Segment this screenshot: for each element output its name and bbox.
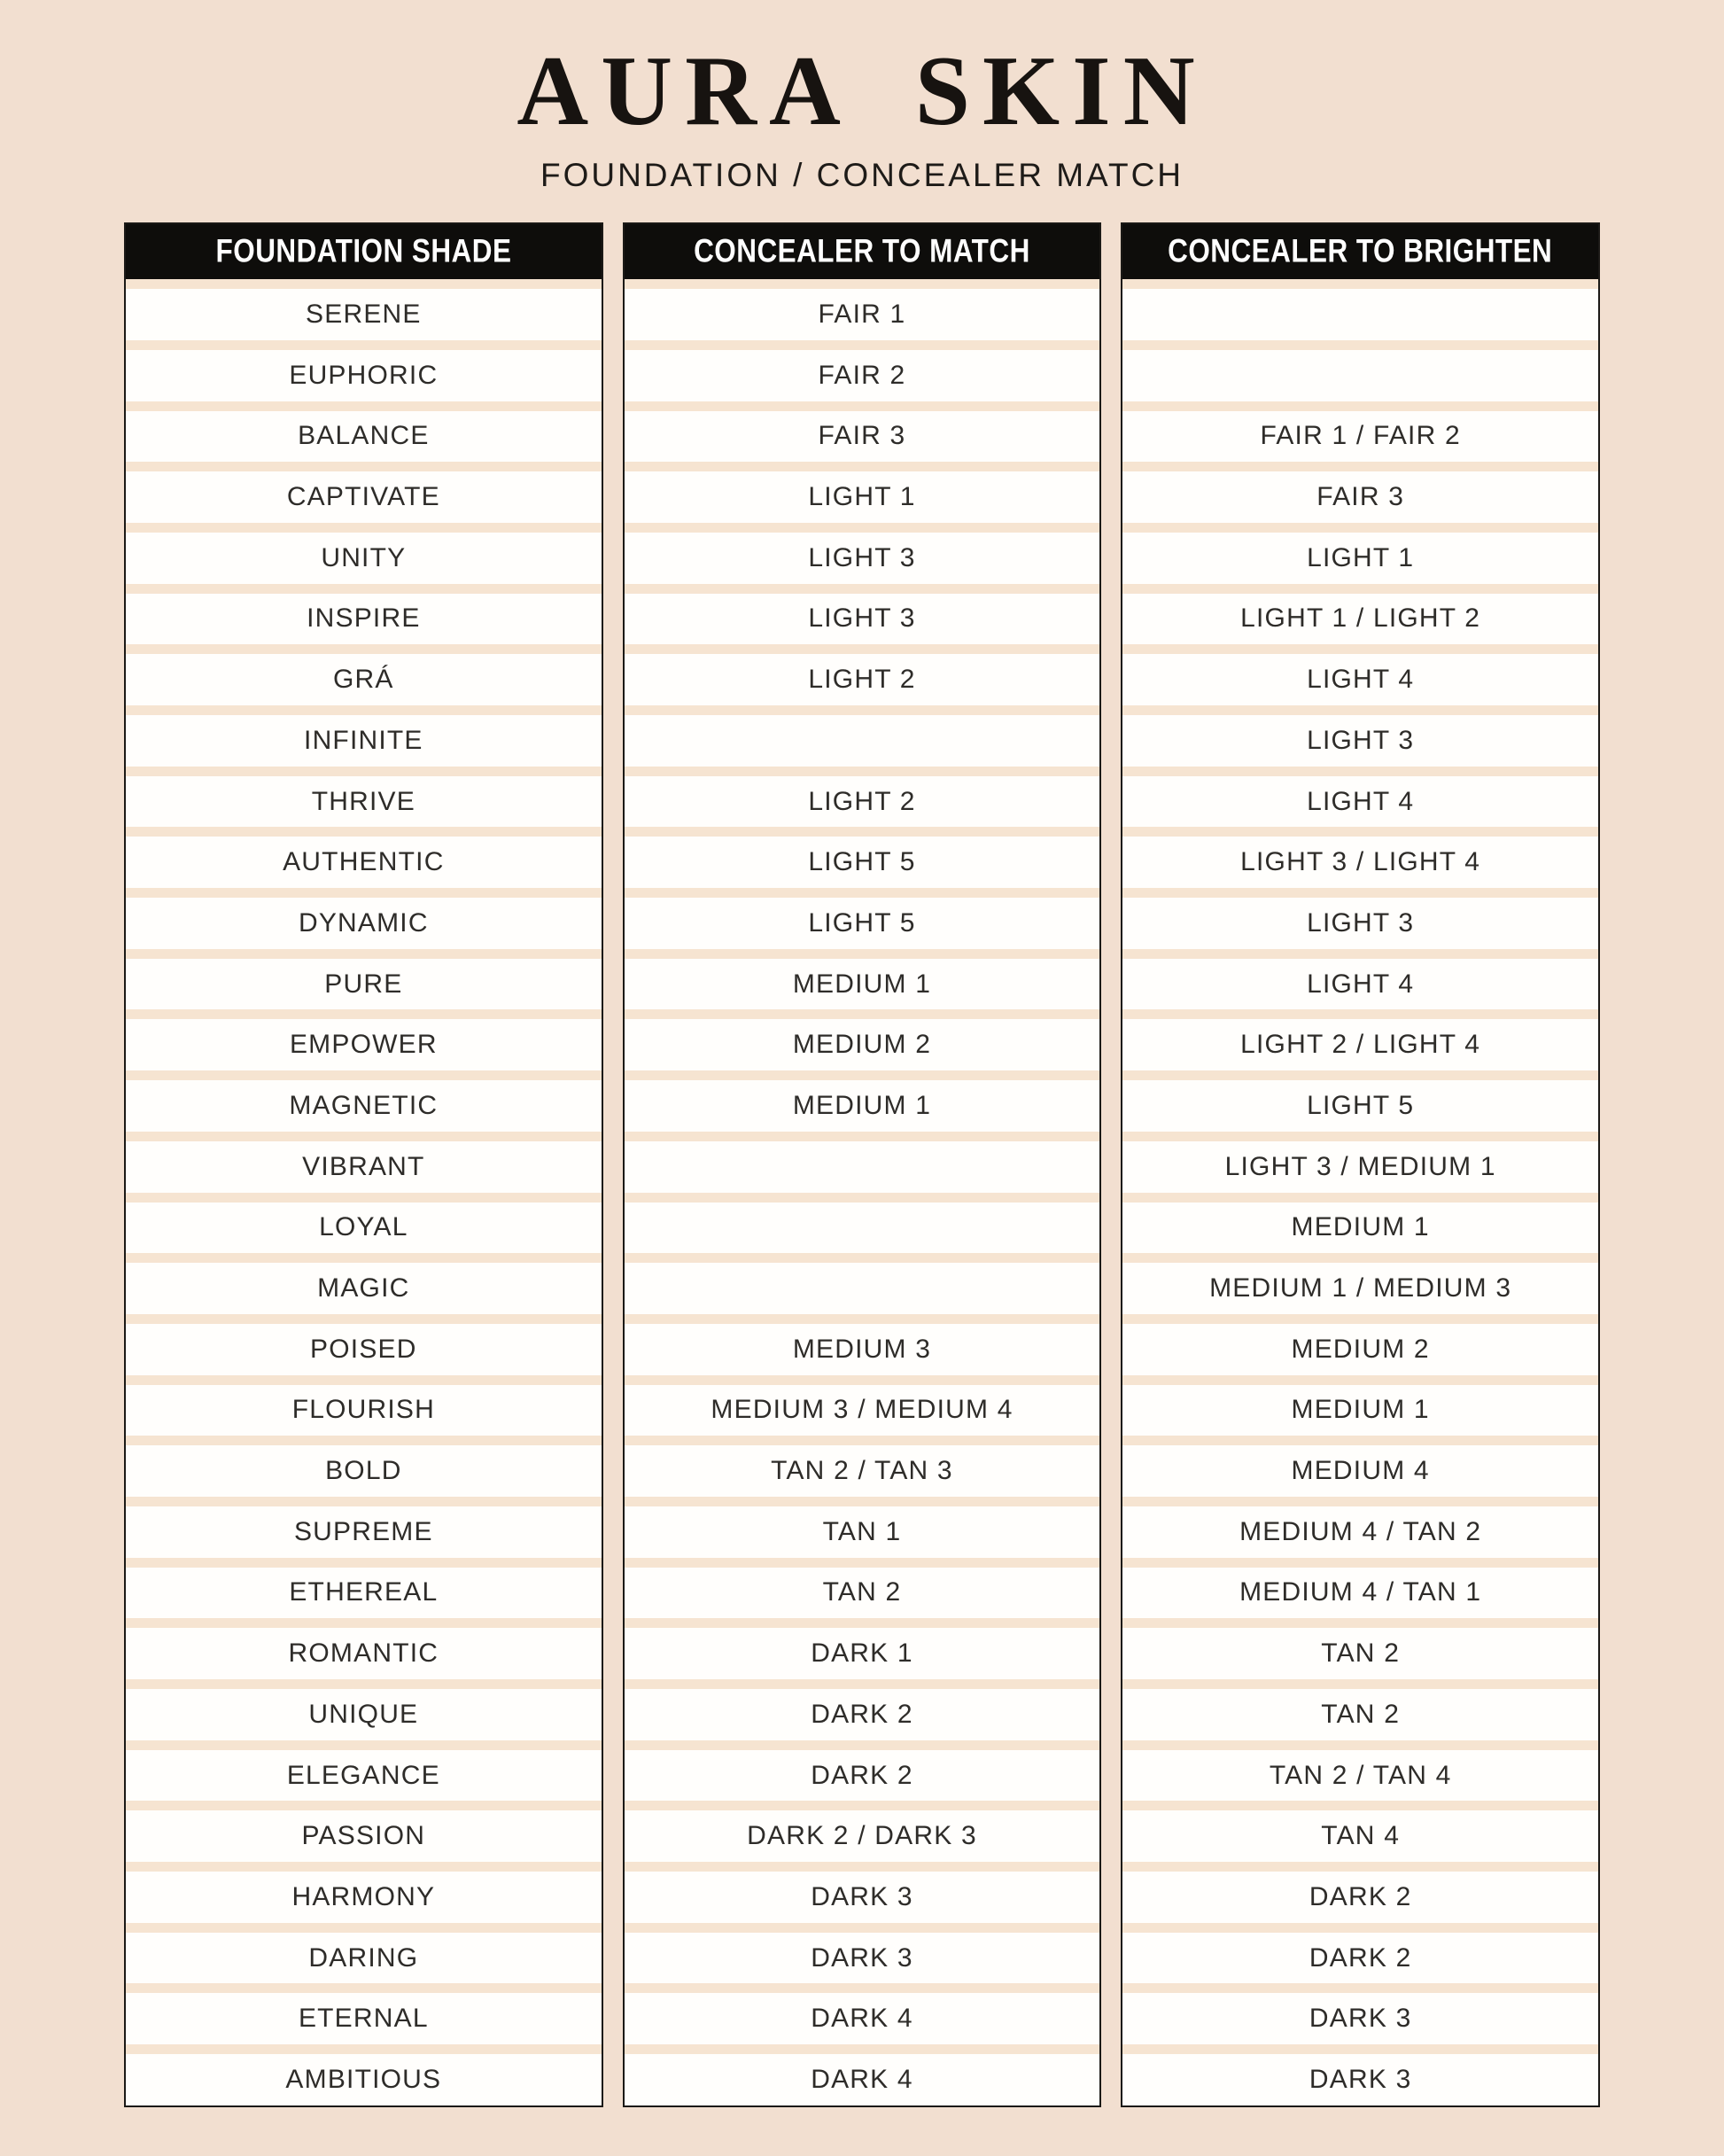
cell-shade: GRÁ [126, 654, 602, 705]
cell-shade: DYNAMIC [126, 898, 602, 949]
cell-brighten: LIGHT 5 [1122, 1080, 1598, 1132]
cell-brighten-empty [1122, 350, 1598, 401]
cell-brighten: TAN 2 / TAN 4 [1122, 1750, 1598, 1802]
cell-shade: BOLD [126, 1445, 602, 1497]
cell-brighten: MEDIUM 1 [1122, 1203, 1598, 1254]
page-subtitle: FOUNDATION / CONCEALER MATCH [540, 157, 1184, 194]
cell-shade: PASSION [126, 1810, 602, 1862]
cell-brighten: TAN 4 [1122, 1810, 1598, 1862]
cell-brighten: MEDIUM 4 [1122, 1445, 1598, 1497]
cell-brighten: LIGHT 3 / MEDIUM 1 [1122, 1141, 1598, 1193]
cell-brighten: MEDIUM 4 / TAN 2 [1122, 1506, 1598, 1558]
brand-title: AURA SKIN [516, 36, 1208, 146]
cell-shade: SUPREME [126, 1506, 602, 1558]
cell-brighten: FAIR 3 [1122, 471, 1598, 523]
cell-match: FAIR 1 [625, 289, 1100, 340]
cell-brighten: TAN 2 [1122, 1689, 1598, 1740]
cell-brighten: MEDIUM 4 / TAN 1 [1122, 1568, 1598, 1619]
cell-brighten: LIGHT 3 [1122, 715, 1598, 767]
cell-match-empty [625, 715, 1100, 767]
cell-shade: MAGIC [126, 1263, 602, 1314]
column-header-shade [126, 224, 602, 279]
column-header-label: FOUNDATION SHADE [215, 233, 512, 270]
column-brighten [1121, 222, 1600, 2107]
cell-match: MEDIUM 1 [625, 959, 1100, 1010]
cell-shade: MAGNETIC [126, 1080, 602, 1132]
cell-match: MEDIUM 3 [625, 1324, 1100, 1375]
cell-match: DARK 4 [625, 2054, 1100, 2105]
cell-shade: POISED [126, 1324, 602, 1375]
cell-brighten: LIGHT 3 / LIGHT 4 [1122, 837, 1598, 888]
cell-shade: ELEGANCE [126, 1750, 602, 1802]
cell-shade: ROMANTIC [126, 1628, 602, 1679]
cell-match: TAN 2 / TAN 3 [625, 1445, 1100, 1497]
cell-brighten: DARK 3 [1122, 1993, 1598, 2044]
column-header-brighten [1122, 224, 1598, 279]
column-shade [124, 222, 603, 2107]
cell-shade: INFINITE [126, 715, 602, 767]
cell-match: LIGHT 2 [625, 776, 1100, 828]
cell-brighten: LIGHT 4 [1122, 776, 1598, 828]
cell-shade: FLOURISH [126, 1385, 602, 1436]
cell-match: MEDIUM 2 [625, 1019, 1100, 1070]
cell-brighten: TAN 2 [1122, 1628, 1598, 1679]
cell-brighten: DARK 3 [1122, 2054, 1598, 2105]
cell-match: DARK 4 [625, 1993, 1100, 2044]
cell-shade: VIBRANT [126, 1141, 602, 1193]
cell-match: FAIR 3 [625, 411, 1100, 463]
cell-brighten: MEDIUM 1 [1122, 1385, 1598, 1436]
cell-match: LIGHT 5 [625, 898, 1100, 949]
cell-shade: LOYAL [126, 1203, 602, 1254]
cell-brighten: LIGHT 1 [1122, 533, 1598, 584]
cell-match: DARK 2 / DARK 3 [625, 1810, 1100, 1862]
cell-match: DARK 2 [625, 1689, 1100, 1740]
cell-match: DARK 2 [625, 1750, 1100, 1802]
cell-shade: UNITY [126, 533, 602, 584]
cell-match-empty [625, 1263, 1100, 1314]
cell-shade: SERENE [126, 289, 602, 340]
cell-shade: CAPTIVATE [126, 471, 602, 523]
cell-match: LIGHT 3 [625, 594, 1100, 645]
cell-brighten: DARK 2 [1122, 1933, 1598, 1984]
cell-match: LIGHT 5 [625, 837, 1100, 888]
cell-shade: THRIVE [126, 776, 602, 828]
cell-shade: INSPIRE [126, 594, 602, 645]
cell-brighten: FAIR 1 / FAIR 2 [1122, 411, 1598, 463]
column-header-label: CONCEALER TO MATCH [694, 233, 1030, 270]
cell-brighten: MEDIUM 2 [1122, 1324, 1598, 1375]
cell-shade: DARING [126, 1933, 602, 1984]
cell-shade: ETERNAL [126, 1993, 602, 2044]
cell-match: DARK 3 [625, 1933, 1100, 1984]
match-table [0, 222, 1724, 2107]
cell-brighten: LIGHT 2 / LIGHT 4 [1122, 1019, 1598, 1070]
cell-match: LIGHT 2 [625, 654, 1100, 705]
cell-shade: PURE [126, 959, 602, 1010]
cell-match: LIGHT 1 [625, 471, 1100, 523]
column-header-label: CONCEALER TO BRIGHTEN [1168, 233, 1553, 270]
cell-shade: EMPOWER [126, 1019, 602, 1070]
column-header-match [625, 224, 1100, 279]
cell-match-empty [625, 1141, 1100, 1193]
cell-brighten: LIGHT 3 [1122, 898, 1598, 949]
cell-shade: UNIQUE [126, 1689, 602, 1740]
cell-shade: AUTHENTIC [126, 837, 602, 888]
column-match [623, 222, 1102, 2107]
cell-match: TAN 1 [625, 1506, 1100, 1558]
cell-brighten: LIGHT 4 [1122, 654, 1598, 705]
cell-brighten: LIGHT 1 / LIGHT 2 [1122, 594, 1598, 645]
cell-shade: HARMONY [126, 1872, 602, 1923]
cell-match-empty [625, 1203, 1100, 1254]
cell-brighten: DARK 2 [1122, 1872, 1598, 1923]
cell-match: DARK 3 [625, 1872, 1100, 1923]
cell-match: TAN 2 [625, 1568, 1100, 1619]
cell-brighten: MEDIUM 1 / MEDIUM 3 [1122, 1263, 1598, 1314]
cell-match: MEDIUM 3 / MEDIUM 4 [625, 1385, 1100, 1436]
cell-shade: EUPHORIC [126, 350, 602, 401]
cell-shade: AMBITIOUS [126, 2054, 602, 2105]
cell-match: DARK 1 [625, 1628, 1100, 1679]
cell-match: FAIR 2 [625, 350, 1100, 401]
cell-shade: BALANCE [126, 411, 602, 463]
cell-match: MEDIUM 1 [625, 1080, 1100, 1132]
cell-shade: ETHEREAL [126, 1568, 602, 1619]
cell-brighten: LIGHT 4 [1122, 959, 1598, 1010]
cell-brighten-empty [1122, 289, 1598, 340]
cell-match: LIGHT 3 [625, 533, 1100, 584]
